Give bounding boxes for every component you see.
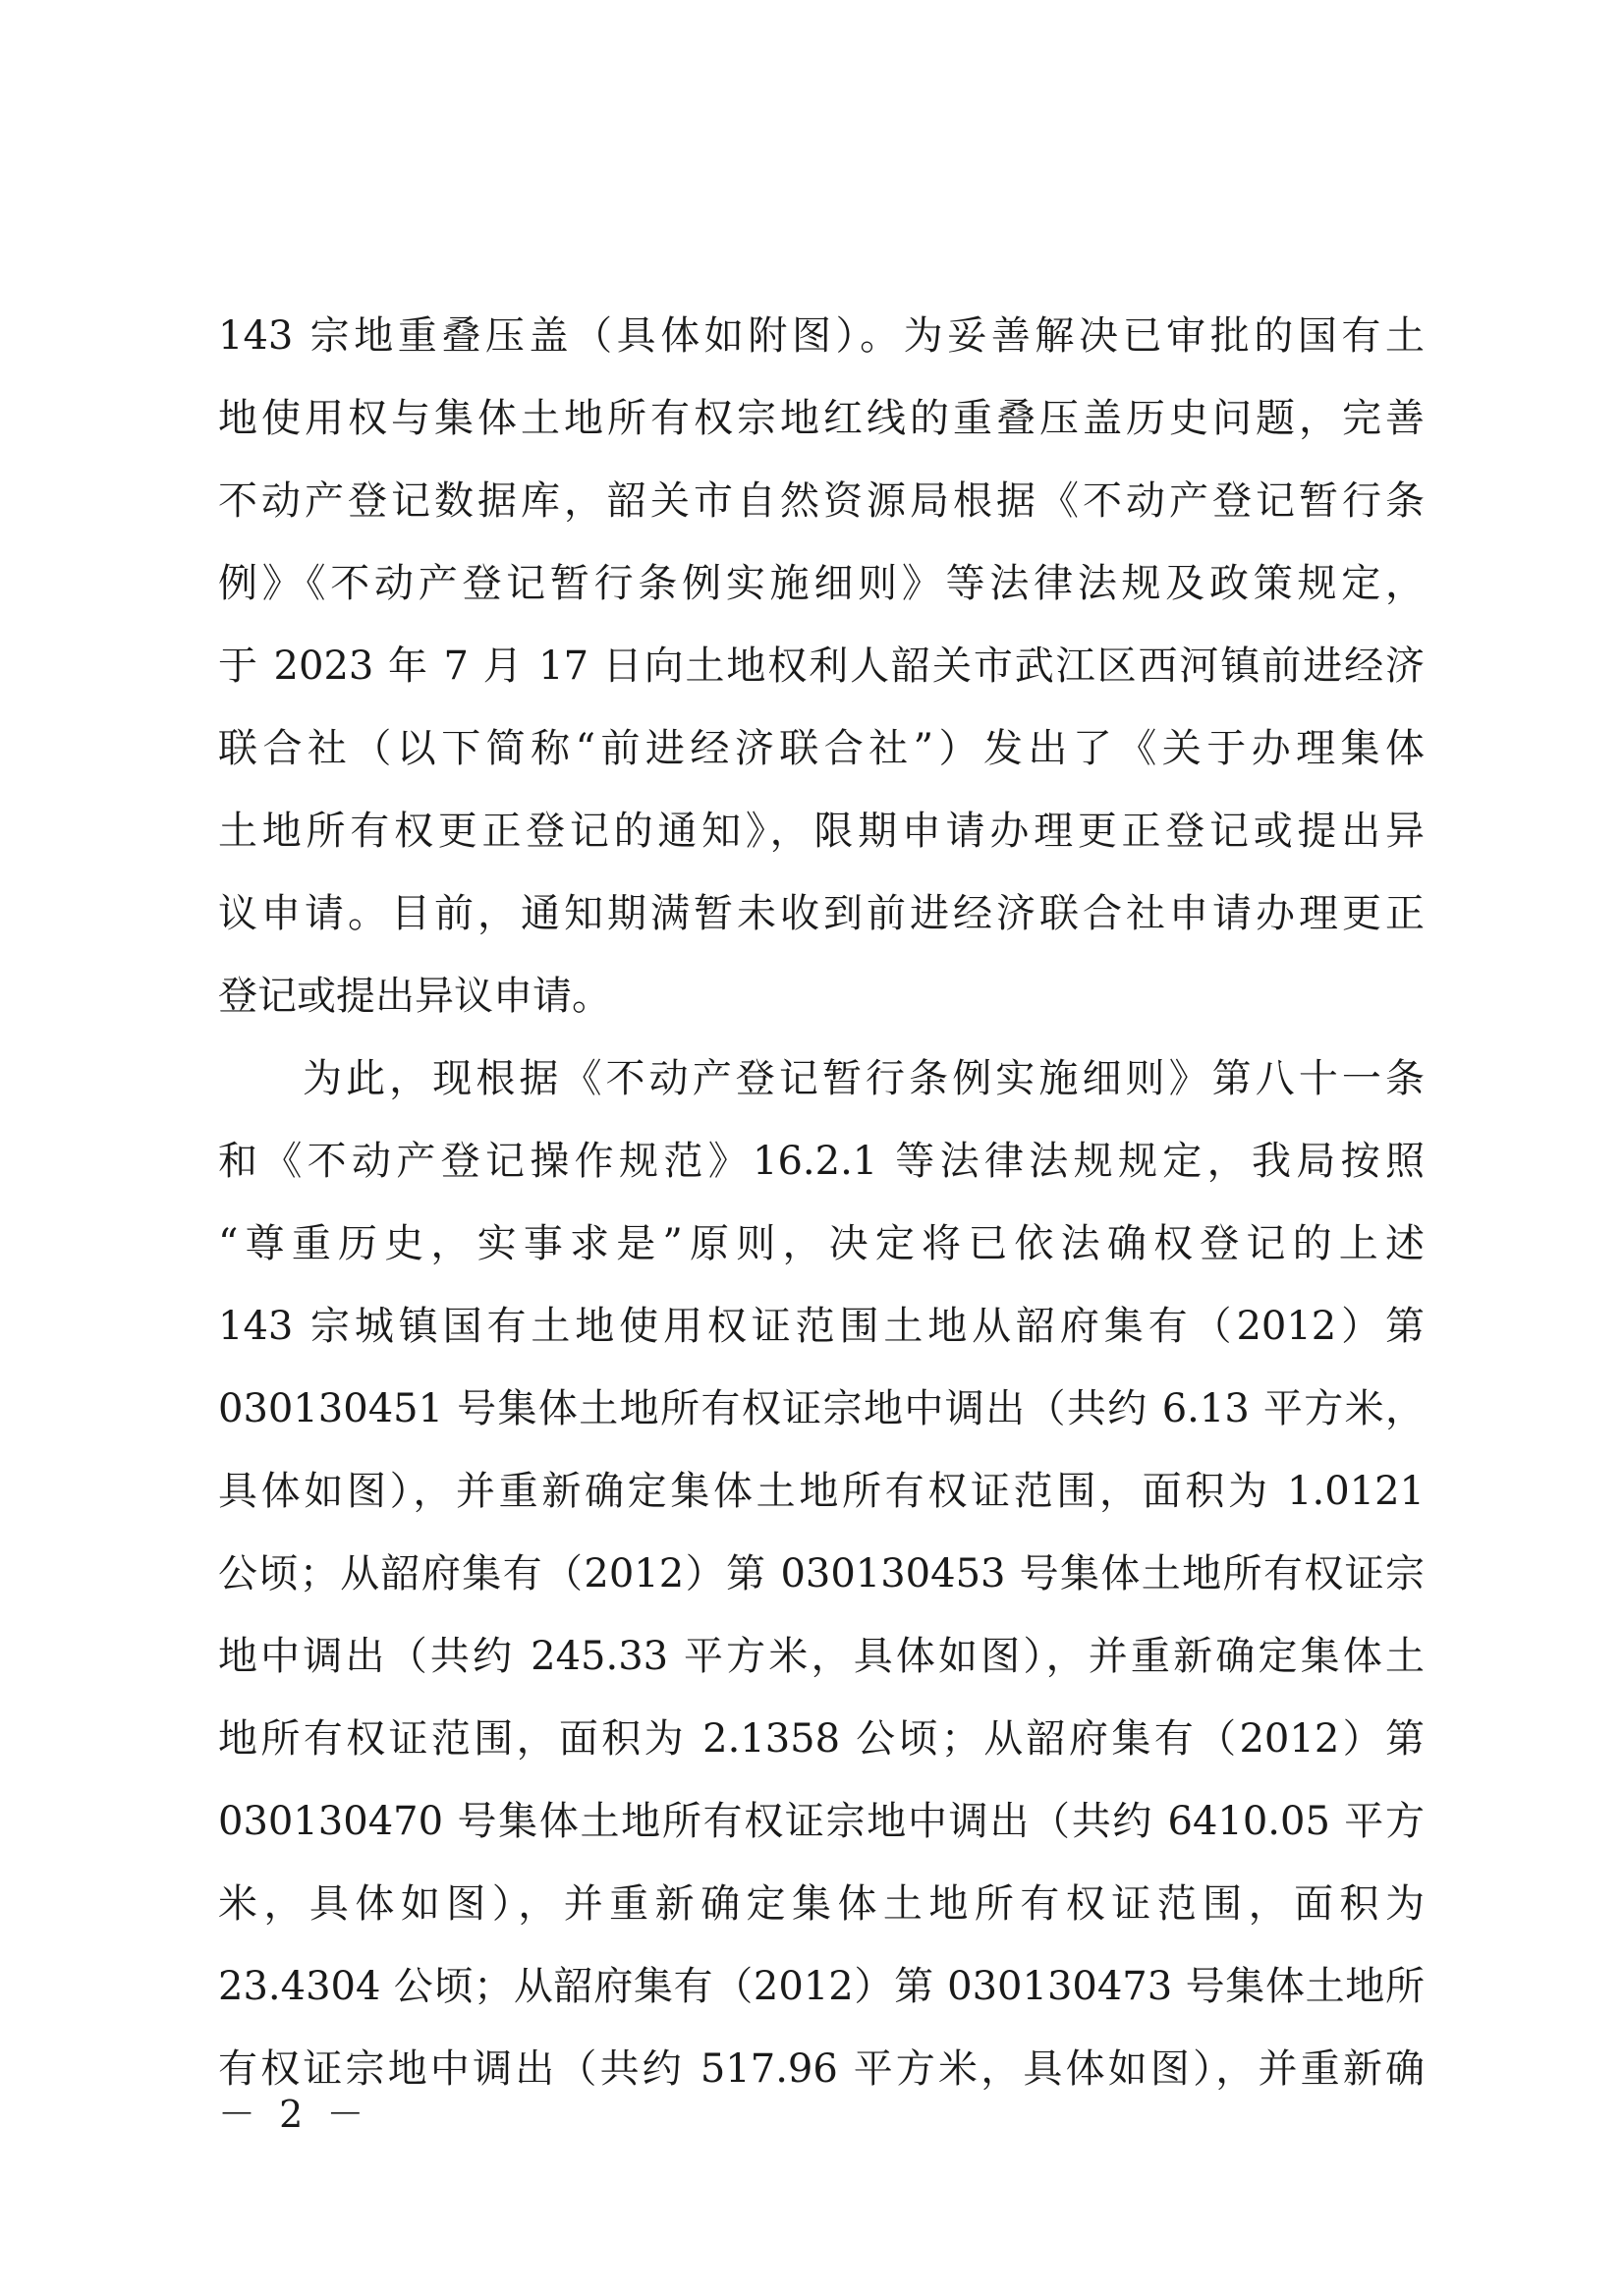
text-line: 地中调出（共约 245.33 平方米，具体如图），并重新确定集体土 <box>218 1634 1425 1679</box>
text-line: 例》《不动产登记暂行条例实施细则》等法律法规及政策规定， <box>218 561 1425 606</box>
text-line: 030130470 号集体土地所有权证宗地中调出（共约 6410.05 平方 <box>218 1799 1425 1844</box>
text-line: 143 宗城镇国有土地使用权证范围土地从韶府集有（2012）第 <box>218 1304 1425 1349</box>
text-line: “尊重历史，实事求是”原则，决定将已依法确权登记的上述 <box>218 1221 1425 1266</box>
text-line: 土地所有权更正登记的通知》，限期申请办理更正登记或提出异 <box>218 809 1425 854</box>
text-line: 不动产登记数据库，韶关市自然资源局根据《不动产登记暂行条 <box>218 478 1425 524</box>
text-line: 地所有权证范围，面积为 2.1358 公顷；从韶府集有（2012）第 <box>218 1716 1425 1762</box>
text-line: 为此，现根据《不动产登记暂行条例实施细则》第八十一条 <box>303 1056 1425 1101</box>
text-line: 联合社（以下简称“前进经济联合社”）发出了《关于办理集体 <box>218 726 1425 771</box>
text-line: 有权证宗地中调出（共约 517.96 平方米，具体如图），并重新确 <box>218 2046 1425 2092</box>
text-line: 米，具体如图），并重新确定集体土地所有权证范围，面积为 <box>218 1881 1425 1927</box>
text-line: 于 2023 年 7 月 17 日向土地权利人韶关市武江区西河镇前进经济 <box>218 644 1425 689</box>
text-line: 地使用权与集体土地所有权宗地红线的重叠压盖历史问题，完善 <box>218 396 1425 441</box>
text-line: 和《不动产登记操作规范》16.2.1 等法律法规规定，我局按照 <box>218 1139 1425 1184</box>
text-line: 议申请。目前，通知期满暂未收到前进经济联合社申请办理更正 <box>218 891 1425 936</box>
body-text <box>218 295 1425 2110</box>
text-line: 公顷；从韶府集有（2012）第 030130453 号集体土地所有权证宗 <box>218 1551 1425 1596</box>
text-line: 030130451 号集体土地所有权证宗地中调出（共约 6.13 平方米， <box>218 1386 1425 1431</box>
text-line: 登记或提出异议申请。 <box>218 974 611 1019</box>
page-number: － 2 － <box>218 2093 370 2136</box>
text-line: 23.4304 公顷；从韶府集有（2012）第 030130473 号集体土地所 <box>218 1964 1425 2009</box>
text-line: 143 宗地重叠压盖（具体如附图）。为妥善解决已审批的国有土 <box>218 313 1425 359</box>
text-line: 具体如图），并重新确定集体土地所有权证范围，面积为 1.0121 <box>218 1469 1425 1514</box>
